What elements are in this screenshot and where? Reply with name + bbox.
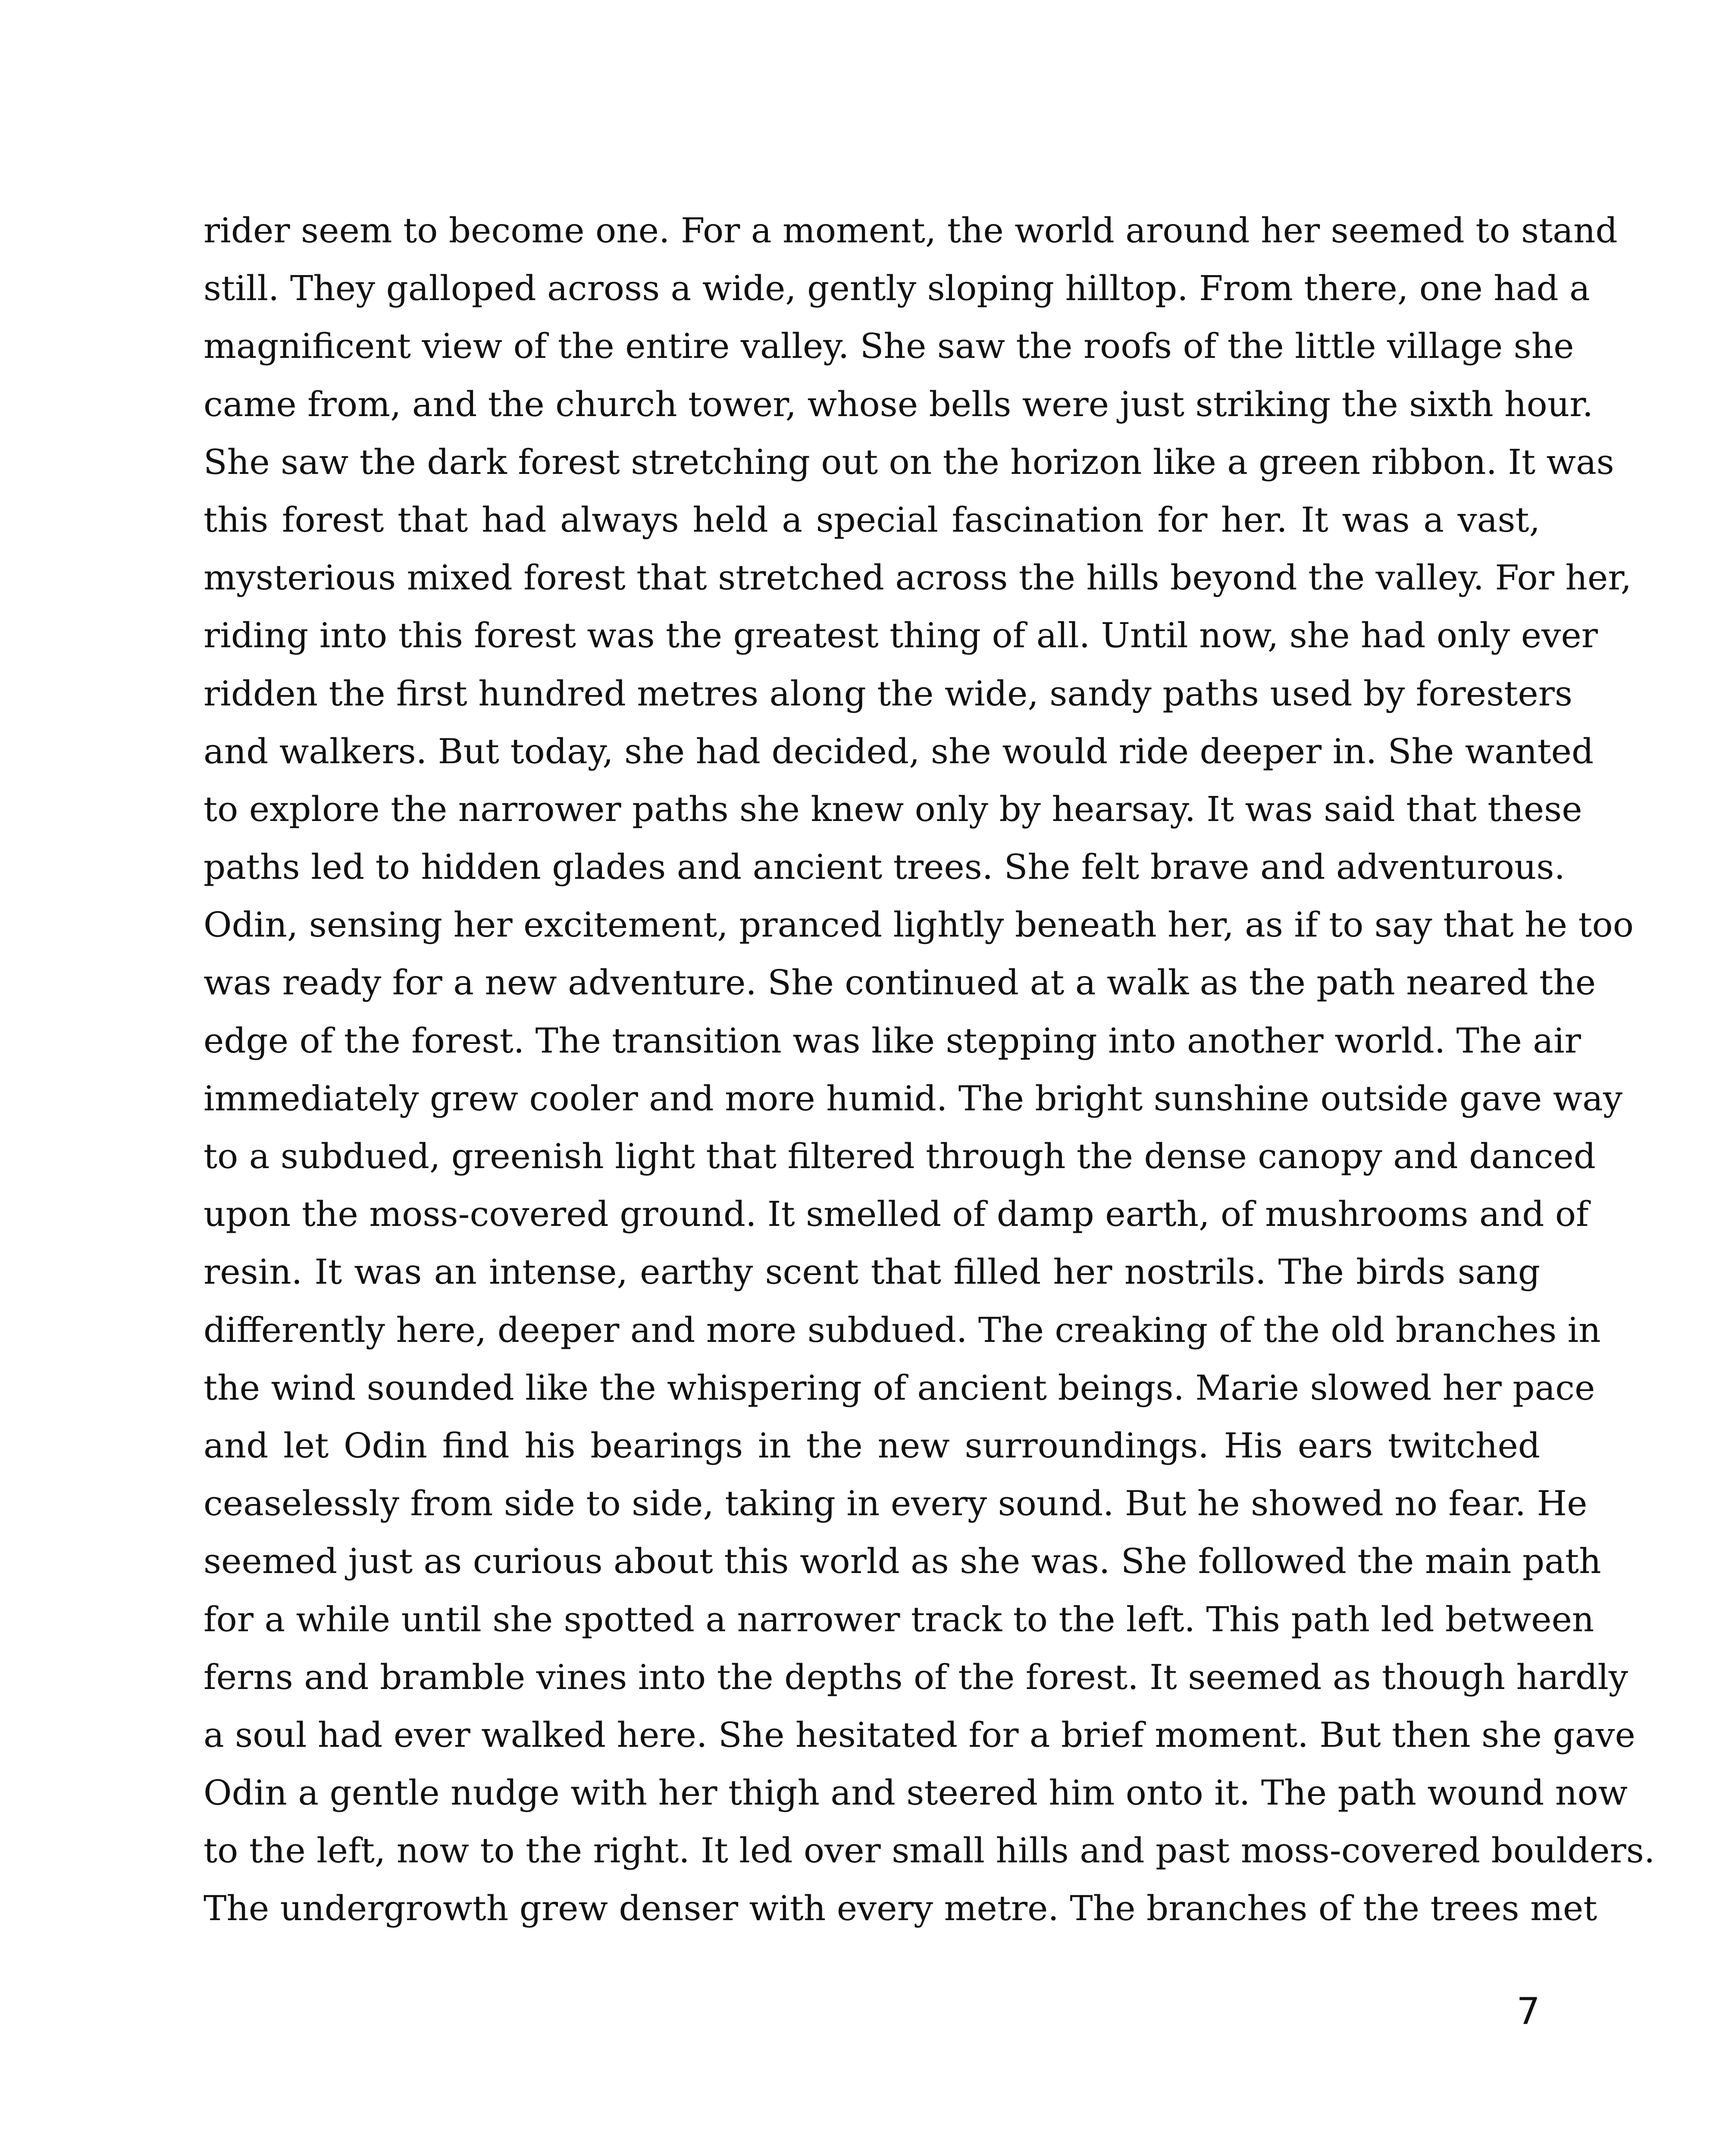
text-line: ferns and bramble vines into the depths of the forest. It seemed as though hardly (204, 1657, 1628, 1697)
text-line: upon the moss-covered ground. It smelled of damp earth, of mushrooms and of (204, 1194, 1589, 1235)
text-line: and let Odin find his bearings in the new surroundings. His ears twitched (204, 1425, 1540, 1466)
text-line: came from, and the church tower, whose bells were just striking the sixth hour. (204, 384, 1594, 424)
text-line: ceaselessly from side to side, taking in every sound. But he showed no fear. He (204, 1483, 1588, 1524)
text-line: Odin a gentle nudge with her thigh and steered him onto it. The path wound now (204, 1773, 1628, 1813)
page-number: 7 (1516, 1990, 1540, 2033)
text-line: mysterious mixed forest that stretched across the hills beyond the valley. For her, (204, 558, 1632, 598)
text-line: She saw the dark forest stretching out on the horizon like a green ribbon. It was (204, 442, 1614, 482)
text-line: seemed just as curious about this world as she was. She followed the main path (204, 1541, 1601, 1582)
text-line: and walkers. But today, she had decided, she would ride deeper in. She wanted (204, 731, 1594, 771)
text-line: magnificent view of the entire valley. She saw the roofs of the little village she (204, 326, 1574, 367)
text-line: for a while until she spotted a narrower track to the left. This path led between (204, 1599, 1594, 1639)
text-line: to the left, now to the right. It led over small hills and past moss-covered boulders. (204, 1830, 1655, 1871)
text-line: a soul had ever walked here. She hesitated for a brief moment. But then she gave (204, 1714, 1635, 1755)
text-line: was ready for a new adventure. She continued at a walk as the path neared the (204, 962, 1596, 1003)
text-line: to a subdued, greenish light that filtered through the dense canopy and danced (204, 1136, 1596, 1176)
body-text (204, 202, 1655, 1938)
text-line: riding into this forest was the greatest thing of all. Until now, she had only ever (204, 615, 1598, 656)
text-line: edge of the forest. The transition was like stepping into another world. The air (204, 1020, 1581, 1061)
text-line: paths led to hidden glades and ancient trees. She felt brave and adventurous. (204, 847, 1565, 887)
text-line: still. They galloped across a wide, gently sloping hilltop. From there, one had a (204, 268, 1590, 309)
text-line: resin. It was an intense, earthy scent that filled her nostrils. The birds sang (204, 1252, 1540, 1292)
text-line: rider seem to become one. For a moment, the world around her seemed to stand (204, 210, 1618, 251)
text-line: differently here, deeper and more subdued. The creaking of the old branches in (204, 1310, 1601, 1350)
text-line: The undergrowth grew denser with every metre. The branches of the trees met (204, 1888, 1597, 1929)
text-line: ridden the first hundred metres along the wide, sandy paths used by foresters (204, 673, 1572, 714)
text-line: the wind sounded like the whispering of ancient beings. Marie slowed her pace (204, 1367, 1595, 1408)
text-line: this forest that had always held a special fascination for her. It was a vast, (204, 499, 1540, 540)
text-line: to explore the narrower paths she knew only by hearsay. It was said that these (204, 789, 1582, 829)
text-line: Odin, sensing her excitement, pranced lightly beneath her, as if to say that he too (204, 905, 1634, 945)
text-line: immediately grew cooler and more humid. The bright sunshine outside gave way (204, 1078, 1623, 1119)
